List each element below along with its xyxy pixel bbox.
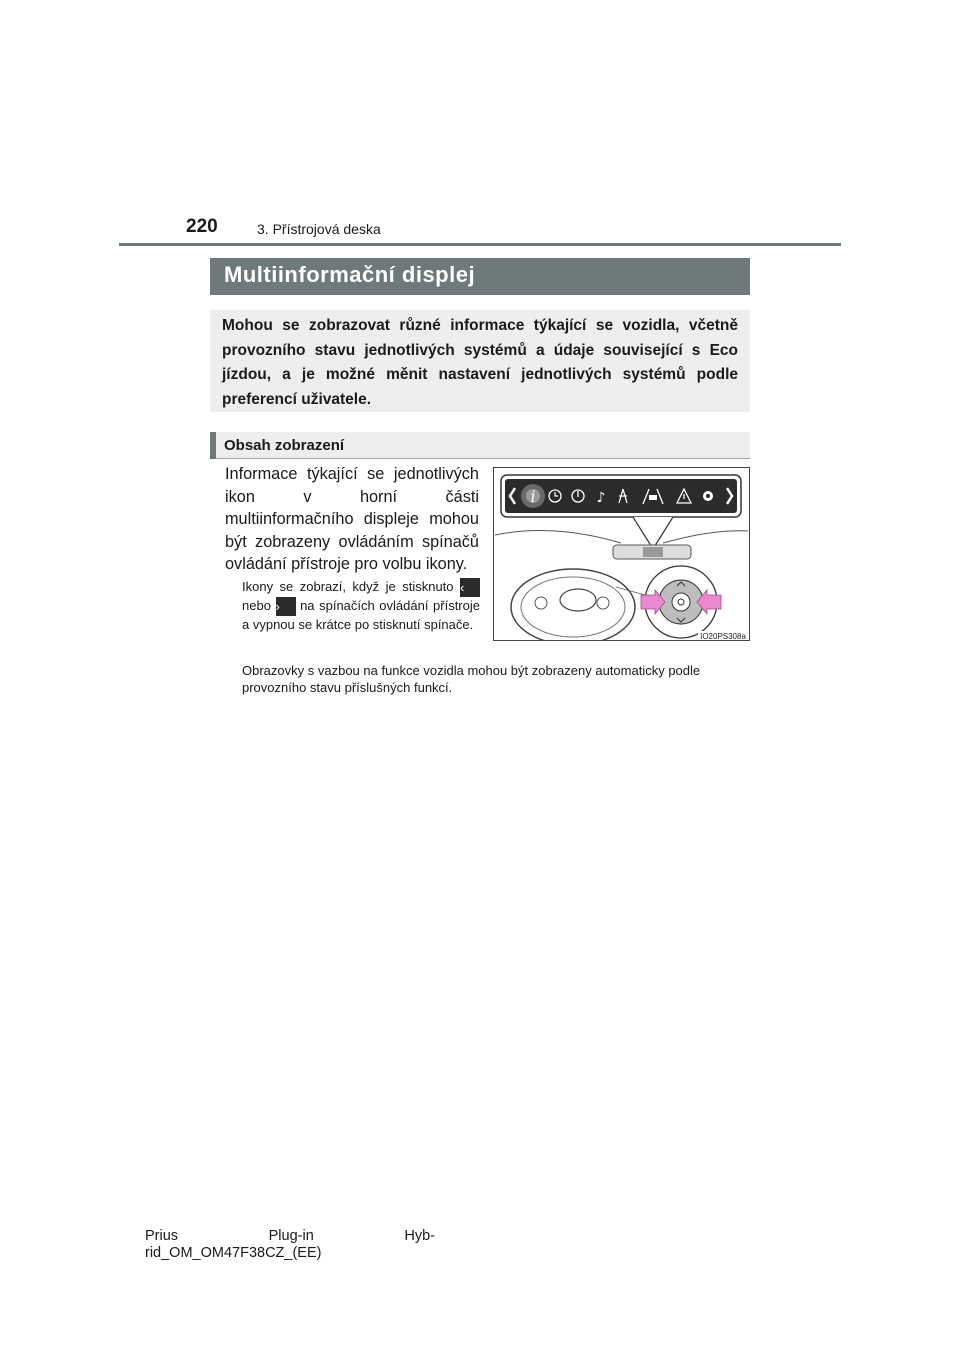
- page-number: 220: [186, 216, 218, 237]
- page-title: Multiinformační displej: [224, 262, 476, 287]
- footer-model: Prius: [145, 1228, 179, 1244]
- music-icon: [597, 490, 606, 506]
- subsection-title: Obsah zobrazení: [224, 437, 345, 454]
- footer-doc-code: rid_OM_OM47F38CZ_(EE): [145, 1245, 322, 1261]
- note-auto-screens: Obrazovky s vazbou na funkce vozidla mohou být zobrazeny automaticky podle provozního stavu příslušných funkcí.: [242, 663, 701, 695]
- subsection-accent: [210, 432, 216, 459]
- info-icon: [530, 487, 535, 506]
- svg-text:♪: ♪: [596, 490, 606, 506]
- figure-code: IO20PS308a: [700, 632, 746, 641]
- note1-text-a: Ikony se zobrazí, když je stisknuto: [242, 579, 454, 594]
- note1-text-b: nebo: [242, 598, 271, 614]
- intro-text: Mohou se zobrazovat různé informace týkající se vozidla, včetně provozního stavu jednotlivých systémů a údaje související s Eco jízdou, a je možné měnit nastavení jednotlivých systémů podle preferencí uživatele.: [222, 317, 738, 408]
- footer-variant: Plug-in: [268, 1228, 314, 1244]
- chevron-right-icon: ›: [276, 597, 296, 616]
- header-rule: [119, 243, 841, 246]
- running-head: 3. Přístrojová deska: [257, 221, 381, 237]
- chevron-left-icon: ‹: [460, 578, 480, 597]
- figure-dashboard-illustration: [493, 467, 750, 641]
- note-icons-display: [242, 578, 480, 633]
- settings-icon: [703, 491, 713, 501]
- svg-text:i: i: [530, 487, 536, 506]
- footer-hyb: Hyb-: [404, 1228, 435, 1244]
- footer: [145, 1228, 435, 1262]
- note1-text-c: na spínačích ovládání přístroje a vypnou se krátce po stisknutí spínače.: [242, 598, 480, 633]
- body-paragraph: Informace týkající se jednotlivých ikon v horní části multiinformačního displeje mohou být zobrazeny ovládáním spínačů ovládání přístroje pro volbu ikony.: [225, 465, 479, 573]
